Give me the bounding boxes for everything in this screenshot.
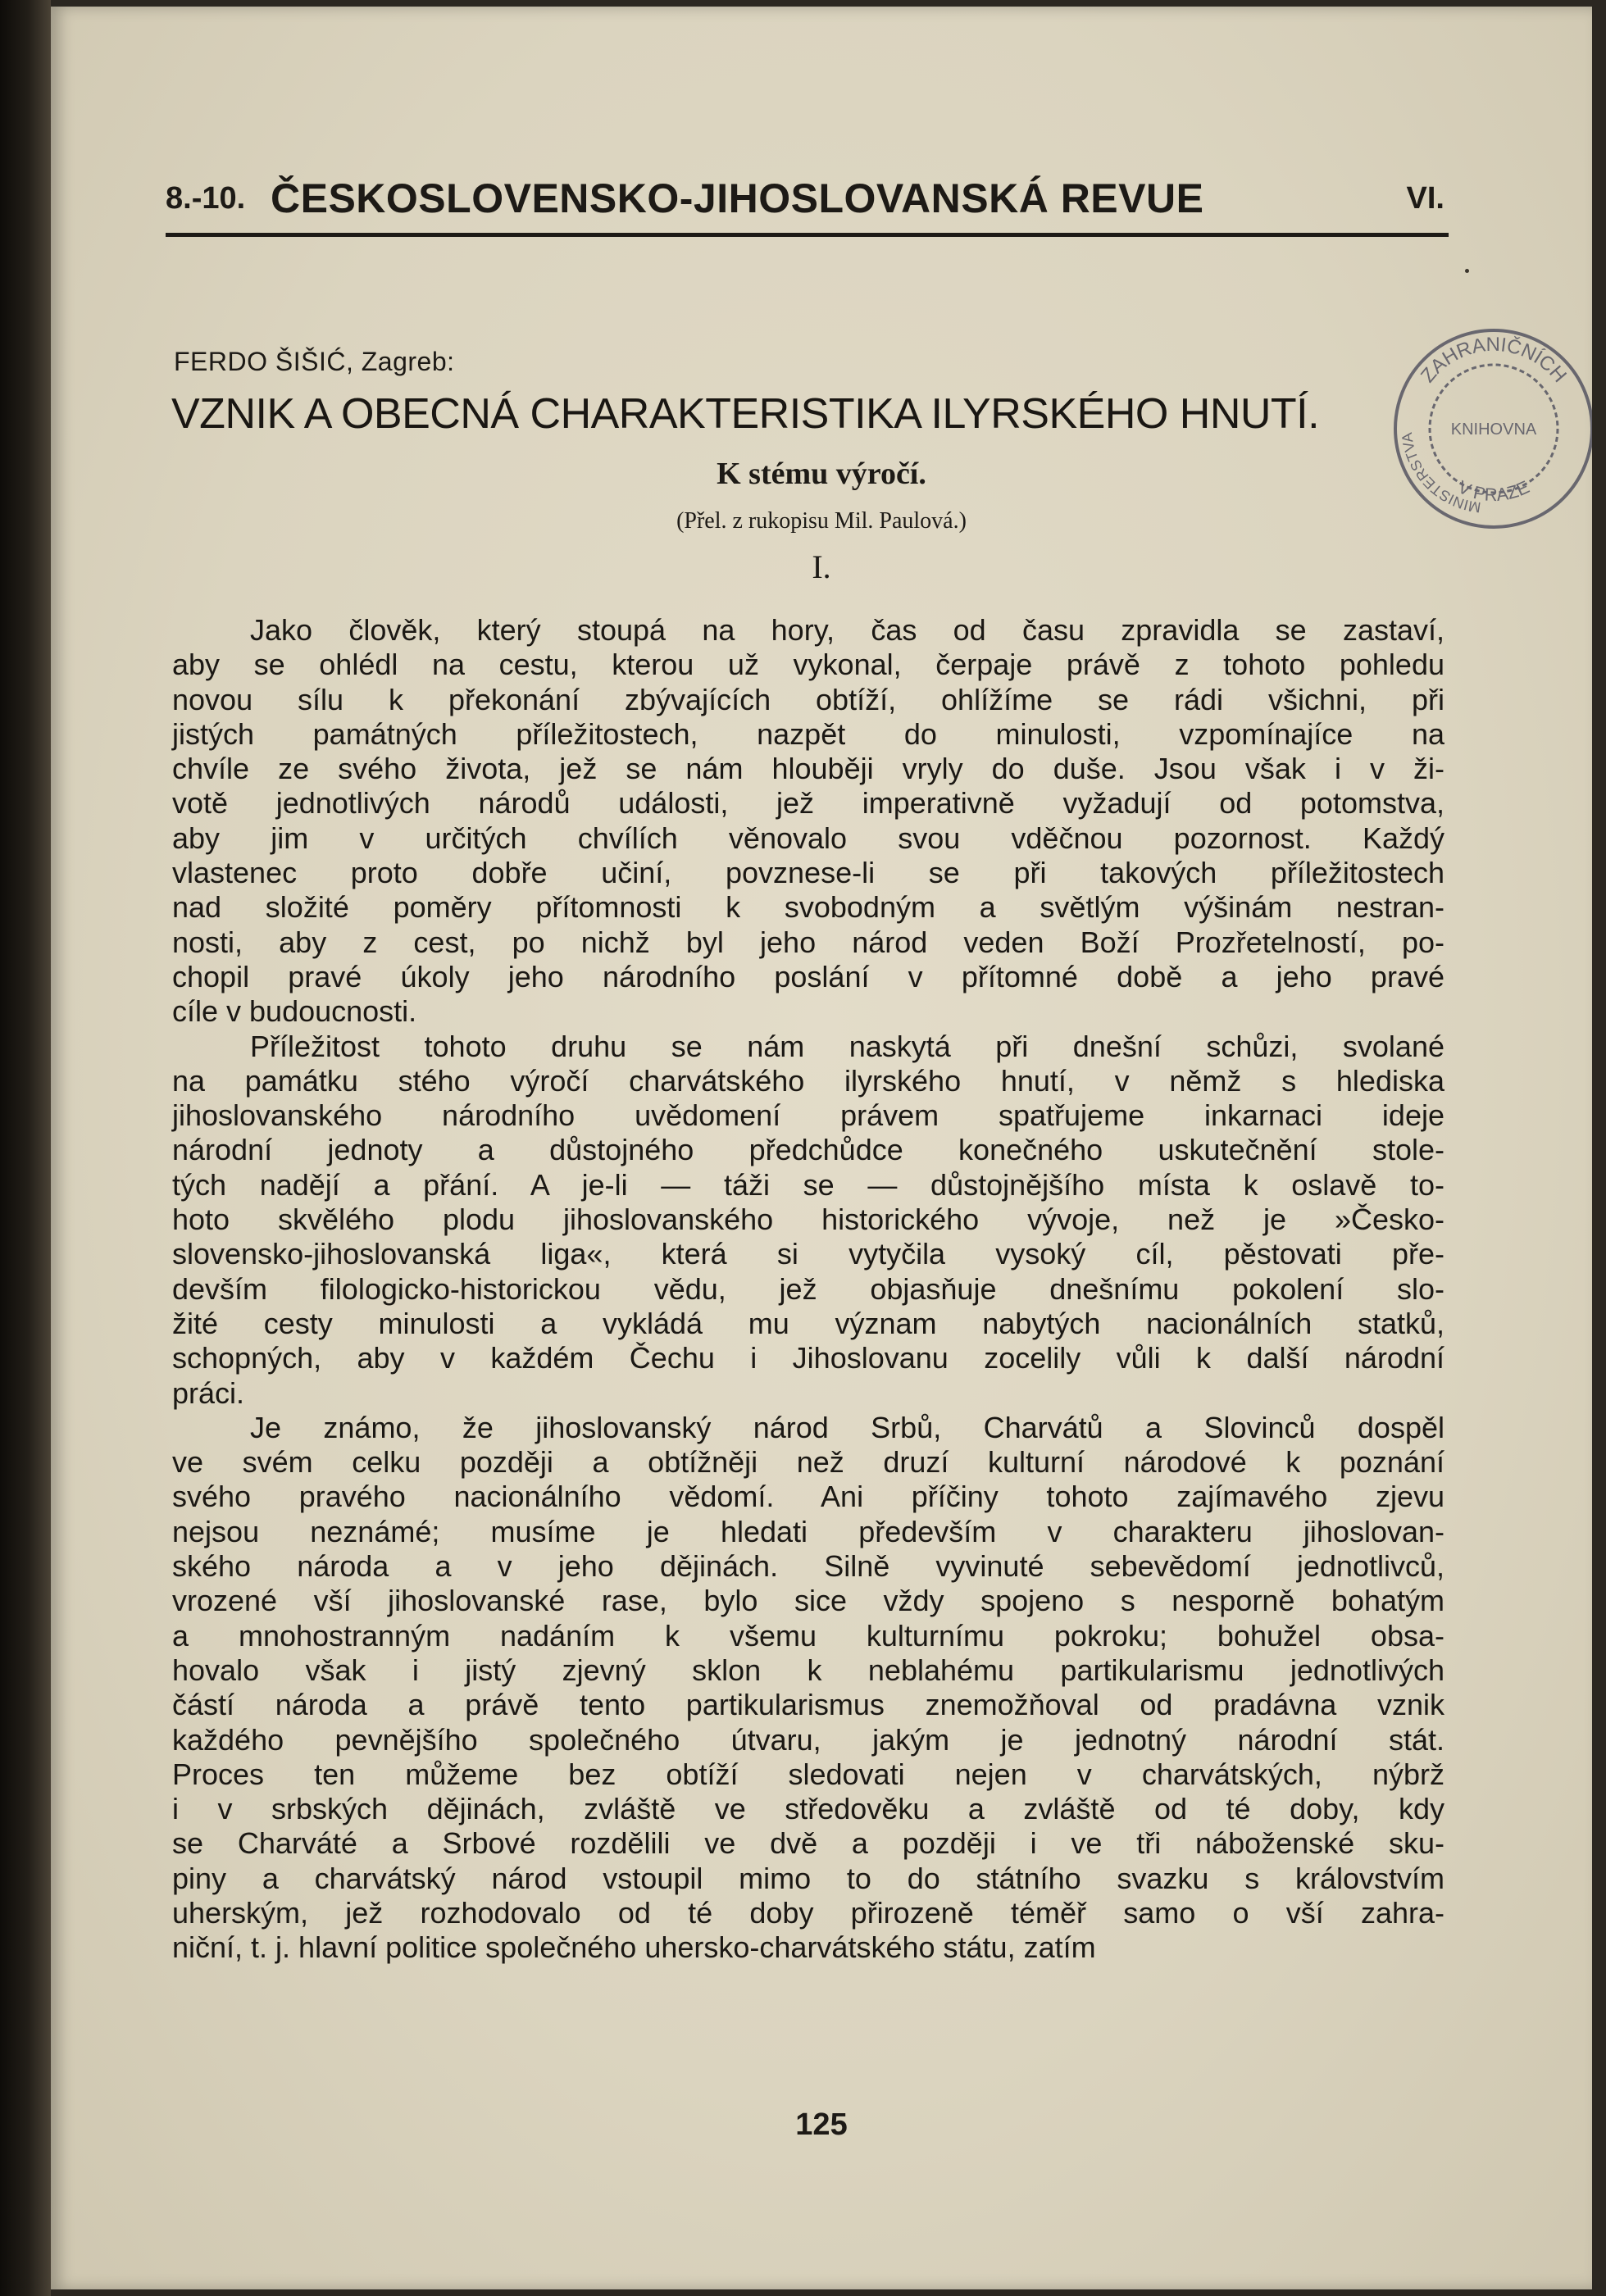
text-line: se Charváté a Srbové rozdělili ve dvě a později i ve tři náboženské sku- xyxy=(172,1826,1444,1861)
text-line: niční, t. j. hlavní politice společného uhersko-charvátského státu, zatím xyxy=(172,1930,1096,1965)
text-line: hoto skvělého plodu jihoslovanského historického vývoje, než je »Česko- xyxy=(172,1203,1444,1237)
text-line: i v srbských dějinách, zvláště ve středověku a zvláště od té doby, kdy xyxy=(172,1792,1444,1826)
text-line: na památku stého výročí charvátského ilyrského hnutí, v němž s hlediska xyxy=(172,1063,1444,1098)
section-number: I. xyxy=(812,548,831,585)
text-line: votě jednotlivých národů události, jež imperativně vyžadují od potomstva, xyxy=(172,786,1444,821)
text-line: uherským, jež rozhodovalo od té doby přirozeně téměř samo o vší zahra- xyxy=(172,1895,1444,1930)
text-line: částí národa a právě tento partikularismus znemožňoval od pradávna vznik xyxy=(172,1688,1444,1722)
text-line: chvíle ze svého života, jež se nám hlouběji vryly do duše. Jsou však i v ži- xyxy=(172,752,1444,786)
text-line: žité cesty minulosti a vykládá mu význam nabytých nacionálních statků, xyxy=(172,1306,1444,1340)
text-line: vlastenec proto dobře učiní, povznese-li se při takových příležitostech xyxy=(172,856,1444,890)
text-line: aby jim v určitých chvílích věnovalo svou vděčnou pozornost. Každý xyxy=(172,821,1444,855)
text-line: nad složité poměry přítomnosti k svobodným a světlým výšinám nestran- xyxy=(172,890,1444,925)
text-line: novou sílu k překonání zbývajících obtíží, ohlížíme se rádi všichni, při xyxy=(172,682,1444,716)
article-subtitle: K stému výročí. xyxy=(717,457,926,491)
text-line: národní jednoty a důstojného předchůdce konečného uskutečnění stole- xyxy=(172,1133,1444,1167)
text-line: hovalo však i jistý zjevný sklon k neblahému partikularismu jednotlivých xyxy=(172,1653,1444,1687)
text-line: jistých památných příležitostech, nazpět do minulosti, vzpomínajíce na xyxy=(172,716,1444,751)
stamp-text-left: MINISTERSTVA xyxy=(1398,431,1482,516)
paragraph xyxy=(172,1030,1444,1411)
article-title: VZNIK A OBECNÁ CHARAKTERISTIKA ILYRSKÉHO HNUTÍ. xyxy=(171,390,1320,438)
paragraph xyxy=(172,1411,1444,1966)
journal-page xyxy=(51,7,1592,2289)
library-stamp xyxy=(1383,318,1592,539)
text-line: každého pevnějšího společného útvaru, jakým je jednotný národní stát. xyxy=(172,1722,1444,1757)
text-line: devším filologicko-historickou vědu, jež objasňuje dnešnímu pokolení slo- xyxy=(172,1271,1444,1306)
text-line: tých nadějí a přání. A je-li — táži se — důstojnějšího místa k oslavě to- xyxy=(172,1167,1444,1202)
text-line: nosti, aby z cest, po nichž byl jeho národ veden Boží Prozřetelností, po- xyxy=(172,925,1444,959)
text-line: Je známo, že jihoslovanský národ Srbů, Charvátů a Slovinců dospěl xyxy=(250,1410,1444,1444)
text-line: cíle v budoucnosti. xyxy=(172,994,417,1029)
text-line: piny a charvátský národ vstoupil mimo to do státního svazku s královstvím xyxy=(172,1861,1444,1895)
text-line: aby se ohlédl na cestu, kterou už vykonal, čerpaje právě z tohoto pohledu xyxy=(172,648,1444,682)
text-line: a mnohostranným nadáním k všemu kulturnímu pokroku; bohužel obsa- xyxy=(172,1618,1444,1653)
stamp-text-bottom: V PRAZE xyxy=(1454,476,1533,506)
issue-number: 8.-10. xyxy=(166,181,246,216)
stamp-text-top: ZAHRANIČNÍCH xyxy=(1416,333,1571,387)
header-rule xyxy=(166,233,1449,237)
stamp-text-center: KNIHOVNA xyxy=(1450,421,1537,439)
text-line: slovensko-jihoslovanská liga«, která si vytyčila vysoký cíl, pěstovati pře- xyxy=(172,1237,1444,1271)
text-line: chopil pravé úkoly jeho národního poslání v přítomné době a jeho pravé xyxy=(172,959,1444,993)
text-line: vrozené vší jihoslovanské rase, bylo sice vždy spojeno s nesporně bohatým xyxy=(172,1584,1444,1618)
text-line: Proces ten můžeme bez obtíží sledovati nejen v charvátských, nýbrž xyxy=(172,1757,1444,1791)
text-line: ve svém celku později a obtížněji než druzí kulturní národové k poznání xyxy=(172,1445,1444,1480)
paragraph xyxy=(172,613,1444,1030)
text-line: Jako člověk, který stoupá na hory, čas od času zpravidla se zastaví, xyxy=(250,613,1444,647)
text-line: nejsou neznámé; musíme je hledati především v charakteru jihoslovan- xyxy=(172,1514,1444,1548)
text-line: jihoslovanského národního uvědomení právem spatřujeme inkarnaci ideje xyxy=(172,1098,1444,1133)
page-number: 125 xyxy=(795,2107,848,2142)
volume-number: VI. xyxy=(1406,181,1444,216)
ink-speck xyxy=(1465,269,1469,273)
text-line: Příležitost tohoto druhu se nám naskytá při dnešní schůzi, svolané xyxy=(250,1029,1444,1063)
running-header xyxy=(166,175,1444,224)
translator-note: (Přel. z rukopisu Mil. Paulová.) xyxy=(676,508,967,534)
book-binding xyxy=(0,0,51,2296)
journal-title: ČESKOSLOVENSKO-JIHOSLOVANSKÁ REVUE xyxy=(271,175,1204,221)
text-line: práci. xyxy=(172,1375,245,1410)
article-body xyxy=(172,613,1444,1966)
text-line: svého pravého nacionálního vědomí. Ani příčiny tohoto zajímavého zjevu xyxy=(172,1480,1444,1514)
article-author: FERDO ŠIŠIĆ, Zagreb: xyxy=(174,347,455,376)
text-line: schopných, aby v každém Čechu i Jihoslovanu zocelily vůli k další národní xyxy=(172,1341,1444,1375)
text-line: ského národa a v jeho dějinách. Silně vyvinuté sebevědomí jednotlivců, xyxy=(172,1549,1444,1584)
